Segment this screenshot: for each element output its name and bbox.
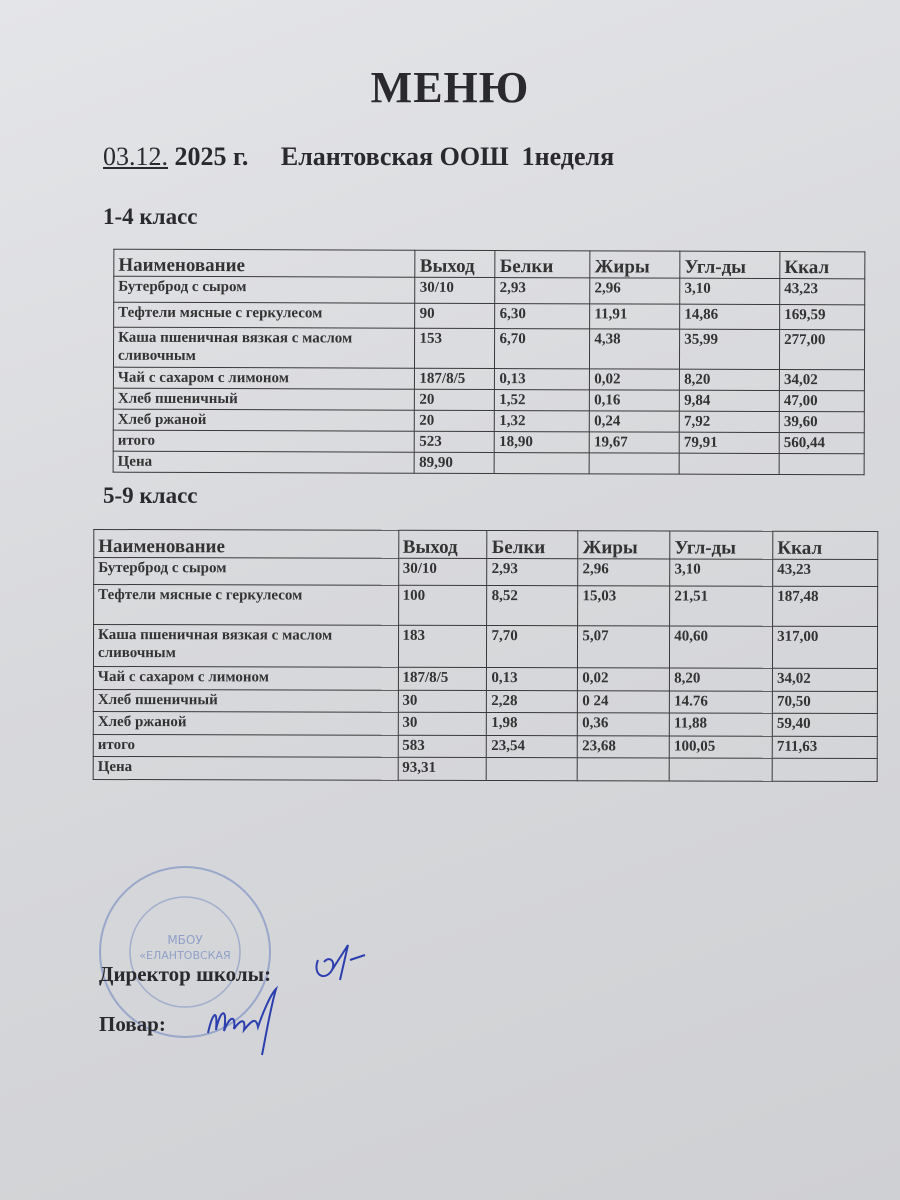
table-cell: 153 <box>415 328 495 368</box>
table-cell <box>487 758 578 781</box>
table-cell: 4,38 <box>590 329 680 369</box>
table-cell: Чай с сахаром с лимоном <box>93 666 398 690</box>
table-cell: итого <box>113 430 415 452</box>
table-cell: Тефтели мясные с геркулесом <box>114 302 416 328</box>
date: 03.12. <box>103 142 168 171</box>
column-header: Жиры <box>590 251 680 278</box>
column-header: Угл-ды <box>680 251 780 278</box>
column-header: Наименование <box>94 529 399 558</box>
section-label-1-4: 1-4 класс <box>103 204 198 229</box>
table-cell: Чай с сахаром с лимоном <box>113 367 415 389</box>
table-cell: 47,00 <box>779 391 864 412</box>
table-cell: 523 <box>415 431 495 452</box>
table-cell: 7,92 <box>679 411 779 432</box>
table-cell: 5,07 <box>578 626 670 668</box>
table-cell: Цена <box>113 451 415 473</box>
table-cell: 187/8/5 <box>398 667 487 690</box>
table-cell: 100,05 <box>669 736 772 758</box>
table-row <box>94 557 878 586</box>
table-cell: 711,63 <box>772 736 877 758</box>
table-cell: 3,10 <box>680 278 780 304</box>
table-cell: 183 <box>398 625 487 667</box>
table-cell: 11,91 <box>590 304 680 329</box>
table-cell <box>495 453 590 474</box>
table-cell: 0,13 <box>495 369 590 390</box>
table-cell: 8,20 <box>680 369 780 390</box>
director-signature <box>310 940 370 985</box>
table-cell: 0,13 <box>487 668 578 691</box>
menu-table-1-4 <box>113 249 866 476</box>
table-cell <box>589 453 679 474</box>
table-cell: 34,02 <box>773 668 878 691</box>
table-cell: 30 <box>398 712 487 735</box>
table-row <box>93 624 877 668</box>
table-cell: 2,28 <box>487 691 578 713</box>
table-cell: 277,00 <box>780 330 865 370</box>
table-cell: 43,23 <box>773 559 878 586</box>
table-cell: 59,40 <box>772 713 877 736</box>
table-row <box>113 388 864 412</box>
table-cell: 7,70 <box>487 626 578 668</box>
table-cell: 93,31 <box>398 757 487 780</box>
table-cell: 1,52 <box>495 390 590 411</box>
table-row <box>93 666 877 691</box>
director-label: Директор школы: <box>99 962 272 986</box>
table-row <box>94 584 878 626</box>
table-cell: 187/8/5 <box>415 368 495 389</box>
table-cell: 6,30 <box>495 304 590 329</box>
table-row <box>93 689 877 713</box>
table-cell: Цена <box>93 756 398 780</box>
table-cell <box>772 758 877 781</box>
section-label-5-9: 5-9 класс <box>103 483 198 508</box>
column-header: Жиры <box>578 531 670 559</box>
table-cell: итого <box>93 734 398 757</box>
table-cell: 0,36 <box>578 713 670 736</box>
column-header: Белки <box>495 251 590 278</box>
table-cell: Хлеб ржаной <box>93 711 398 735</box>
subtitle <box>103 142 614 172</box>
table-cell: 21,51 <box>670 586 773 626</box>
svg-text:МБОУ: МБОУ <box>167 933 203 947</box>
table-cell: Хлеб пшеничный <box>113 388 415 410</box>
table-cell: 18,90 <box>495 432 590 453</box>
table-cell: 14.76 <box>670 691 773 713</box>
table-cell: 0,02 <box>578 668 670 691</box>
table-cell: 6,70 <box>495 329 590 369</box>
table-cell: 30 <box>398 690 487 712</box>
table-cell <box>779 454 864 475</box>
table-cell: 79,91 <box>679 432 779 453</box>
table-cell: 8,52 <box>487 586 578 626</box>
table-header-row <box>114 249 865 279</box>
table-cell: 2,96 <box>590 278 680 304</box>
table-cell: Хлеб ржаной <box>113 409 415 431</box>
table-row <box>113 327 864 370</box>
svg-text:«ЕЛАНТОВСКАЯ: «ЕЛАНТОВСКАЯ <box>139 949 231 962</box>
column-header: Белки <box>487 531 578 559</box>
column-header: Ккал <box>773 531 878 559</box>
table-cell <box>578 758 670 781</box>
table-cell: 1,32 <box>495 411 590 432</box>
menu-table-5-9 <box>93 529 879 782</box>
table-cell: 90 <box>415 303 495 328</box>
table-cell: 2,93 <box>495 278 590 304</box>
table-cell: 583 <box>398 735 487 757</box>
table-cell: 169,59 <box>780 305 865 330</box>
table-cell: 8,20 <box>670 668 773 691</box>
table-cell: 19,67 <box>589 432 679 453</box>
table-cell: 0,24 <box>590 411 680 432</box>
table-cell: 39,60 <box>779 412 864 433</box>
table-cell: 187,48 <box>773 586 878 626</box>
table-row <box>93 711 877 736</box>
table-cell: 14,86 <box>680 304 780 329</box>
table-cell: 20 <box>415 410 495 431</box>
table-cell: 560,44 <box>779 433 864 454</box>
table-cell: 0 24 <box>578 691 670 713</box>
table-row <box>93 756 877 781</box>
table-cell: 34,02 <box>779 370 864 391</box>
table-cell: 23,54 <box>487 736 578 758</box>
table-row <box>114 302 865 330</box>
table-cell: Хлеб пшеничный <box>93 689 398 712</box>
table-cell: Каша пшеничная вязкая с маслом сливочным <box>93 624 398 667</box>
table-cell: 43,23 <box>780 279 865 305</box>
table-cell: 11,88 <box>670 713 773 736</box>
cook-signature <box>200 985 285 1060</box>
column-header: Угл-ды <box>670 531 773 559</box>
table-cell: 100 <box>398 585 487 625</box>
table-cell: 317,00 <box>773 626 878 668</box>
table-cell: 30/10 <box>415 277 495 303</box>
table-cell: 89,90 <box>415 452 495 473</box>
table-cell: 2,96 <box>578 559 670 586</box>
table-row <box>114 276 865 305</box>
cook-label: Повар: <box>99 1012 166 1036</box>
table-header-row <box>94 529 878 559</box>
table-row <box>93 734 877 758</box>
table-cell: 9,84 <box>680 390 780 411</box>
table-cell <box>679 453 779 474</box>
column-header: Ккал <box>780 252 865 279</box>
table-row <box>113 430 864 454</box>
table-cell: 40,60 <box>670 626 773 668</box>
table-cell: 15,03 <box>578 586 670 626</box>
year: 2025 г. <box>168 142 249 171</box>
column-header: Выход <box>415 250 495 277</box>
table-cell: 2,93 <box>487 559 578 586</box>
table-cell: 35,99 <box>680 329 780 369</box>
page-title: МЕНЮ <box>370 63 530 112</box>
table-cell: 1,98 <box>487 713 578 736</box>
table-cell: 30/10 <box>398 558 487 585</box>
table-row <box>113 367 864 391</box>
column-header: Наименование <box>114 249 416 277</box>
table-cell: 23,68 <box>578 736 670 758</box>
table-cell: Тефтели мясные с геркулесом <box>94 584 399 625</box>
table-cell: 20 <box>415 389 495 410</box>
school-name: Елантовская ООШ 1неделя <box>280 142 615 171</box>
table-cell: Бутерброд с сыром <box>114 276 416 303</box>
table-row <box>113 451 864 475</box>
table-cell: 70,50 <box>772 691 877 713</box>
table-cell <box>669 758 772 781</box>
table-cell: 3,10 <box>670 559 773 586</box>
table-row <box>113 409 864 433</box>
table-cell: Бутерброд с сыром <box>94 557 399 585</box>
table-cell: 0,16 <box>590 390 680 411</box>
table-cell: Каша пшеничная вязкая с маслом сливочным <box>113 327 415 368</box>
table-cell: 0,02 <box>590 369 680 390</box>
column-header: Выход <box>398 530 487 558</box>
